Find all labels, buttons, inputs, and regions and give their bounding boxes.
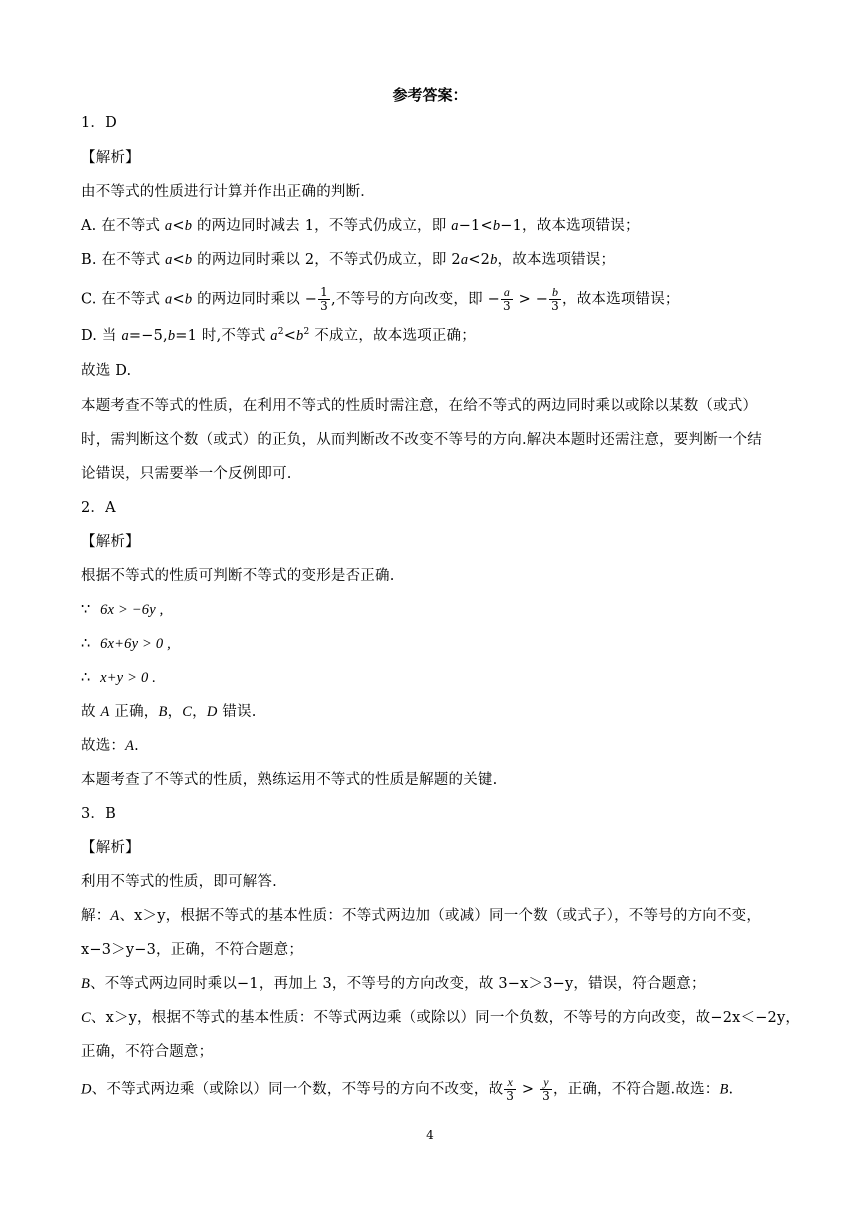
fraction-one-third: $\frac{1}{3}$ (320, 285, 329, 313)
q3-option-d: D、不等式两边乘（或除以）同一个数，不等号的方向不改变，故 $\frac{x}{3}$ > $\frac{y}{3}$ ，正确，不符合题.故选：B. (81, 1075, 734, 1103)
q1-summary-line1: 本题考查不等式的性质，在利用不等式的性质时需注意，在给不等式的两边同时乘以或除以某数（或式） (81, 398, 758, 414)
q1-option-d: D. 当 a=−5,b=1 时,不等式 $a^2<b^2$ 不成立，故本选项正确； (81, 327, 476, 344)
q2-conclusion: 故 A 正确，B，C，D 错误. (81, 704, 257, 720)
q3-option-c-line1: C、x＞y，根据不等式的基本性质：不等式两边乘（或除以）同一个负数，不等号的方向改变，故−2x＜−2y， (81, 1010, 801, 1026)
page-number: 4 (426, 1128, 434, 1142)
q2-intro: 根据不等式的性质可判断不等式的变形是否正确. (81, 568, 395, 584)
q2-step1: ∵ 6x > −6y , (81, 602, 164, 618)
q1-intro: 由不等式的性质进行计算并作出正确的判断． (81, 184, 375, 200)
q1-option-c: C. 在不等式 a<b 的两边同时乘以 − $\frac{1}{3}$ ,不等号的方向改变，即 − $\frac{a}{3}$ > − $\frac{b}{3}$ ，故本选项错误； (81, 285, 680, 313)
page-title: 参考答案： (392, 86, 468, 104)
q1-option-a: A. 在不等式 a<b 的两边同时减去 1，不等式仍成立，即 a−1<b−1，故本选项错误； (81, 218, 640, 234)
q2-answer: 2．A (81, 500, 116, 516)
fraction-b-over-3: $\frac{b}{3}$ (551, 285, 560, 313)
q3-answer: 3．B (81, 806, 116, 822)
fraction-x-over-3: $\frac{x}{3}$ (506, 1075, 515, 1103)
q2-step2: ∴ 6x+6y > 0 , (81, 636, 171, 652)
fraction-a-over-3: $\frac{a}{3}$ (503, 285, 511, 313)
q1-analysis-label: 【解析】 (81, 150, 140, 166)
fraction-y-over-3: $\frac{y}{3}$ (542, 1075, 550, 1103)
q3-option-b: B、不等式两边同时乘以−1，再加上 3，不等号的方向改变，故 3−x＞3−y，错误，符合题意； (81, 976, 706, 992)
q3-option-a-line2: x−3＞y−3，正确，不符合题意； (81, 942, 304, 958)
q2-analysis-label: 【解析】 (81, 534, 140, 550)
q2-step3: ∴ x+y > 0 . (81, 670, 157, 686)
q3-analysis-label: 【解析】 (81, 840, 140, 856)
q3-option-a-line1: 解：A、x＞y，根据不等式的基本性质：不等式两边加（或减）同一个数（或式子），不等号的方向不变， (81, 908, 762, 924)
q2-select: 故选：A. (81, 738, 139, 754)
q1-summary-line3: 论错误，只需要举一个反例即可. (81, 466, 292, 482)
q1-answer: 1．D (81, 115, 117, 131)
q3-intro: 利用不等式的性质，即可解答. (81, 874, 277, 890)
q1-summary-line2: 时，需判断这个数（或式）的正负，从而判断改不改变不等号的方向.解决本题时还需注意，要判断一个结 (81, 432, 763, 448)
q2-summary: 本题考查了不等式的性质，熟练运用不等式的性质是解题的关键. (81, 772, 498, 788)
q3-option-c-line2: 正确，不符合题意； (81, 1044, 214, 1060)
q1-conclusion: 故选 D. (81, 363, 132, 379)
q1-option-b: B. 在不等式 a<b 的两边同时乘以 2，不等式仍成立，即 2a<2b，故本选项错误； (81, 252, 616, 268)
